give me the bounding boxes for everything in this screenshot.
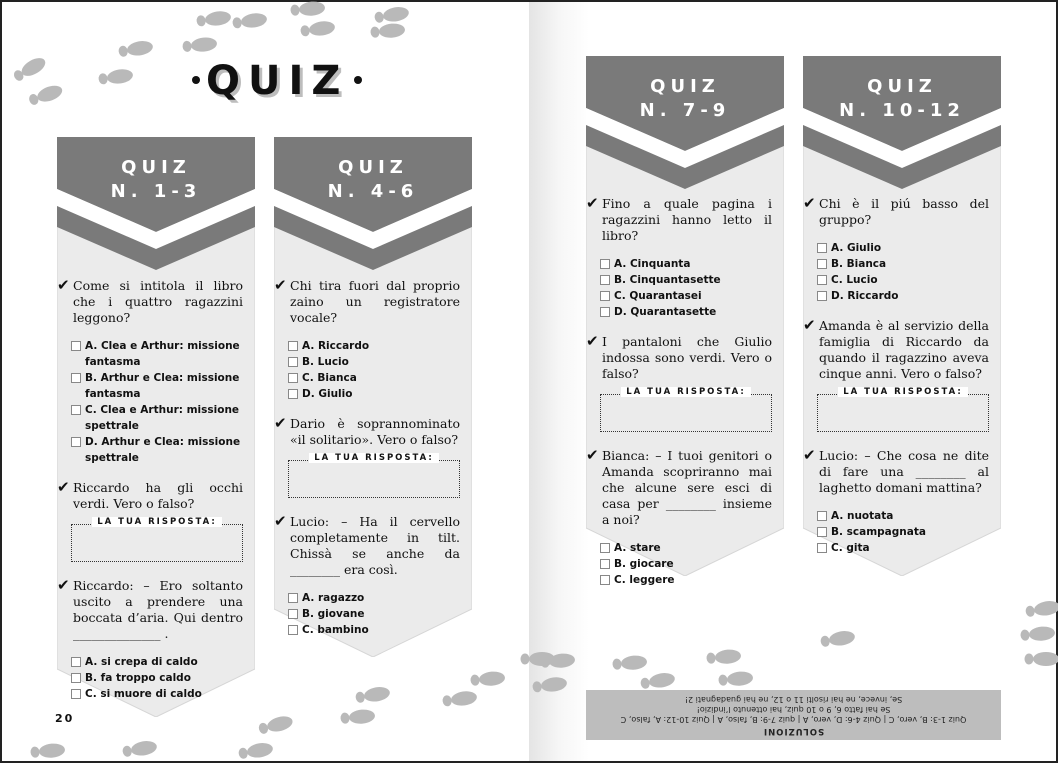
checkmark-icon: ✔ [803,446,816,464]
option-list [288,338,460,402]
option-label: C. Quarantasei [614,290,702,302]
answer-input-box[interactable] [600,387,772,432]
bookmark-heading [274,156,472,204]
answer-option[interactable] [71,338,243,370]
option-label: D. Giulio [302,388,353,400]
solutions-line: Se, invece, ne hai risolti 11 o 12, ne hai guadagnati 2! [684,695,903,704]
answer-option[interactable] [288,338,460,354]
question [586,446,772,528]
checkmark-icon: ✔ [586,194,599,212]
solutions-box [586,690,1001,740]
footprint-icon [1019,623,1056,644]
option-label: B. giocare [614,558,674,570]
answer-option[interactable] [71,654,243,670]
answer-option[interactable] [288,622,460,638]
checkbox[interactable] [817,291,827,301]
question [803,446,989,496]
checkmark-icon: ✔ [57,576,70,594]
answer-option[interactable] [71,686,243,702]
footprint-icon [717,668,754,689]
checkbox[interactable] [817,511,827,521]
option-label: C. Lucio [831,274,878,286]
option-label: A. ragazzo [302,592,365,604]
footprint-icon [705,646,742,667]
question-text: Come si intitola il libro che i quattro ragazzini leggono? [73,278,243,325]
option-label: C. bambino [302,624,369,636]
answer-option[interactable] [600,540,772,556]
answer-box-label [289,453,459,463]
answer-option[interactable] [71,402,243,434]
option-label: A. Cinquanta [614,258,691,270]
checkbox[interactable] [71,373,81,383]
answer-option[interactable] [288,606,460,622]
checkmark-icon: ✔ [586,332,599,350]
checkbox[interactable] [600,307,610,317]
quiz-bookmark-1 [57,137,255,717]
footprint-icon [181,34,219,56]
checkbox[interactable] [600,291,610,301]
option-label: B. giovane [302,608,365,620]
answer-option[interactable] [817,240,989,256]
option-label: D. Quarantasette [614,306,717,318]
title-dot-icon [192,76,200,84]
answer-option[interactable] [71,670,243,686]
option-list [817,508,989,556]
footprint-icon [539,650,576,671]
question-text: Fino a quale pagina i ragazzini hanno letto il libro? [602,196,772,243]
footprint-icon [339,706,376,727]
option-list [71,654,243,702]
question-text: Lucio: – Che cosa ne dite di fare una ________ al laghetto domani mattina? [819,448,989,495]
answer-box-label [601,387,771,397]
question [57,576,243,642]
footprint-icon [611,652,648,673]
heading-line: N. 1-3 [110,181,202,202]
question [274,512,460,578]
option-list [600,540,772,588]
checkbox[interactable] [71,673,81,683]
question [57,478,243,512]
heading-line: QUIZ [650,76,720,97]
question-text: Amanda è al servizio della famiglia di Riccardo da quando il ragazzino aveva cinque anni. Vero o falso? [819,318,989,381]
answer-option[interactable] [817,288,989,304]
option-label: B. fa troppo caldo [85,672,191,684]
checkbox[interactable] [817,543,827,553]
option-label: C. si muore di caldo [85,688,202,700]
option-label: B. Cinquantasette [614,274,721,286]
solutions-line: Se hai fatto 6, 9 o 10 quiz, hai ottenuto l’indizio! [696,705,891,714]
answer-option[interactable] [288,354,460,370]
answer-option[interactable] [817,524,989,540]
title-dot-icon [354,76,362,84]
page-number: 20 [55,712,75,725]
heading-line: QUIZ [121,157,191,178]
checkbox[interactable] [817,275,827,285]
heading-line: N. 4-6 [327,181,419,202]
answer-box-label-text: LA TUA RISPOSTA: [838,387,968,397]
option-label: D. Riccardo [831,290,899,302]
solutions-heading: SOLUZIONI [762,726,825,736]
footprint-icon [1024,650,1058,668]
checkbox[interactable] [288,625,298,635]
answer-box-label-text: LA TUA RISPOSTA: [621,387,751,397]
question-text: Dario è soprannominato «il solitario». Vero o falso? [290,416,460,447]
answer-option[interactable] [817,272,989,288]
question [57,276,243,326]
question-text: Chi è il piú basso del gruppo? [819,196,989,227]
question-text: Riccardo: – Ero soltanto uscito a prendere una boccata d’aria. Qui dentro ______________ . [73,578,243,641]
heading-line: N. 10-12 [839,100,965,121]
checkbox[interactable] [71,657,81,667]
answer-option[interactable] [817,540,989,556]
option-label: A. Giulio [831,242,882,254]
option-list [288,590,460,638]
solutions-line: Quiz 1-3: B, vero, C | Quiz 4-6: D, vero, A | quiz 7-9: B, falso, A | Quiz 10-12: A, falso, C [620,715,967,724]
checkbox[interactable] [71,437,81,447]
answer-box-label-text: LA TUA RISPOSTA: [92,517,222,527]
checkbox[interactable] [71,405,81,415]
answer-option[interactable] [71,370,243,402]
question [274,276,460,326]
checkbox[interactable] [600,559,610,569]
answer-option[interactable] [288,386,460,402]
checkbox[interactable] [600,275,610,285]
footprint-icon [289,0,326,20]
bookmark-heading [586,75,784,123]
option-label: B. Bianca [831,258,887,270]
answer-option[interactable] [600,572,772,588]
heading-line: QUIZ [867,76,937,97]
heading-line: QUIZ [338,157,408,178]
question [803,194,989,228]
answer-option[interactable] [817,256,989,272]
question-text: Bianca: – I tuoi genitori o Amanda scopriranno mai che alcune sere esci di casa per ________ insieme a noi? [602,448,772,527]
option-label: B. Lucio [302,356,349,368]
option-label: D. Arthur e Clea: missione spettrale [85,436,241,464]
checkmark-icon: ✔ [586,446,599,464]
option-label: A. Clea e Arthur: missione fantasma [85,340,240,368]
bookmark-heading [803,75,1001,123]
footprint-icon [469,668,506,689]
answer-option[interactable] [600,304,772,320]
checkmark-icon: ✔ [274,276,287,294]
question [803,316,989,382]
option-label: C. gita [831,542,870,554]
bookmark-questions [803,194,989,570]
checkbox[interactable] [817,259,827,269]
bookmark-questions [57,276,243,716]
checkmark-icon: ✔ [803,194,816,212]
footprint-icon [29,740,66,761]
answer-option[interactable] [600,288,772,304]
question [586,332,772,382]
answer-option[interactable] [288,590,460,606]
checkbox[interactable] [288,593,298,603]
quiz-bookmark-3 [586,56,784,586]
answer-option[interactable] [600,556,772,572]
answer-input-box[interactable] [288,453,460,498]
question-text: I pantaloni che Giulio indossa sono verdi. Vero o falso? [602,334,772,381]
option-label: B. scampagnata [831,526,926,538]
question [274,414,460,448]
answer-option[interactable] [817,508,989,524]
answer-input-box[interactable] [71,517,243,562]
option-label: B. Arthur e Clea: missione fantasma [85,372,240,400]
option-label: A. stare [614,542,661,554]
page-title: QUIZ [186,58,368,104]
answer-option[interactable] [600,256,772,272]
checkbox[interactable] [71,341,81,351]
checkmark-icon: ✔ [57,478,70,496]
checkbox[interactable] [600,543,610,553]
option-label: A. si crepa di caldo [85,656,198,668]
answer-option[interactable] [71,434,243,466]
option-list [71,338,243,466]
option-list [600,256,772,320]
question-text: Chi tira fuori dal proprio zaino un registratore vocale? [290,278,460,325]
question-text: Lucio: – Ha il cervello completamente in tilt. Chissà se anche da ________ era così. [290,514,460,577]
checkbox[interactable] [288,357,298,367]
quiz-bookmark-2 [274,137,472,657]
checkbox[interactable] [288,341,298,351]
heading-line: N. 7-9 [639,100,731,121]
checkbox[interactable] [288,373,298,383]
bookmark-questions [586,194,772,602]
checkbox[interactable] [817,243,827,253]
checkbox[interactable] [600,259,610,269]
option-label: C. Clea e Arthur: missione spettrale [85,404,240,432]
bookmark-questions [274,276,460,652]
quiz-bookmark-4 [803,56,1001,576]
checkbox[interactable] [71,689,81,699]
option-label: A. nuotata [831,510,894,522]
bookmark-heading [57,156,255,204]
question-text: Riccardo ha gli occhi verdi. Vero o falso? [73,480,243,511]
answer-option[interactable] [600,272,772,288]
checkbox[interactable] [288,389,298,399]
checkmark-icon: ✔ [57,276,70,294]
checkbox[interactable] [817,527,827,537]
checkmark-icon: ✔ [274,512,287,530]
footprint-icon [369,20,406,41]
answer-box-label-text: LA TUA RISPOSTA: [309,453,439,463]
option-label: C. Bianca [302,372,357,384]
question [586,194,772,244]
option-list [817,240,989,304]
checkbox[interactable] [600,575,610,585]
option-label: A. Riccardo [302,340,370,352]
answer-option[interactable] [288,370,460,386]
answer-box-label [72,517,242,527]
checkmark-icon: ✔ [803,316,816,334]
answer-box-label [818,387,988,397]
option-label: C. leggere [614,574,675,586]
checkmark-icon: ✔ [274,414,287,432]
checkbox[interactable] [288,609,298,619]
answer-input-box[interactable] [817,387,989,432]
